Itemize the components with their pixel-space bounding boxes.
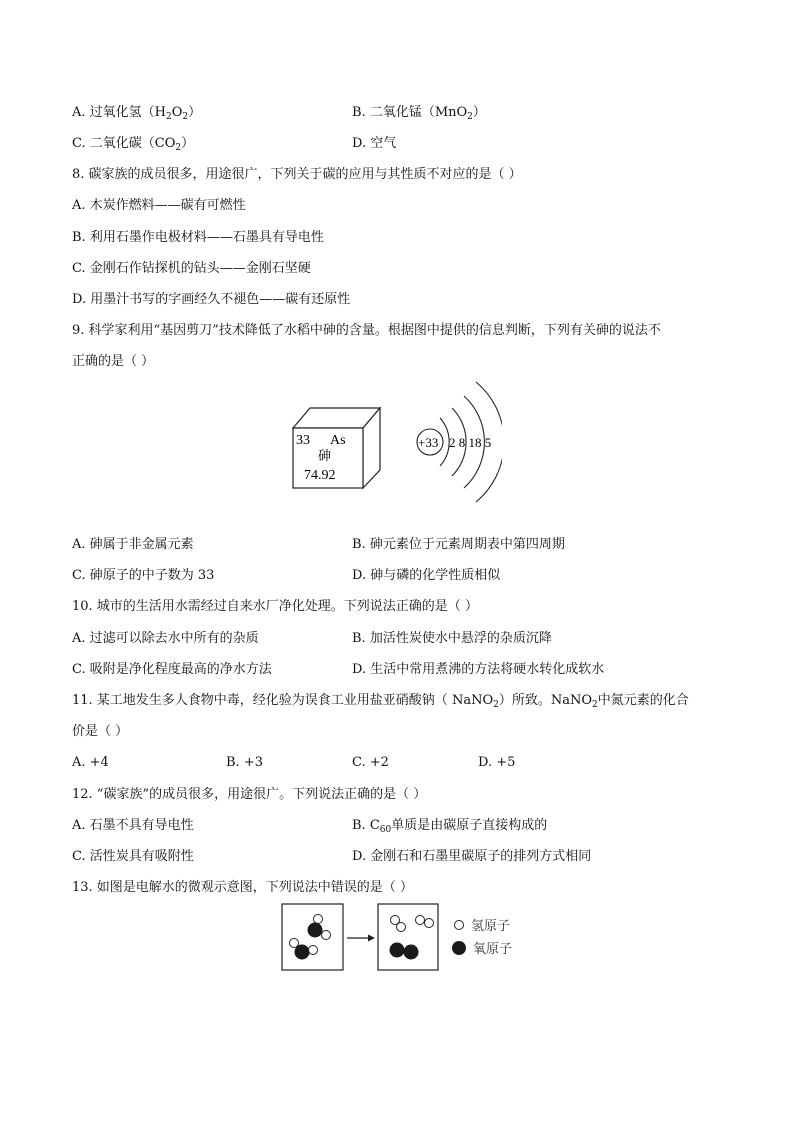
q12-option-d: D. 金刚石和石墨里碳原子的排列方式相同 — [352, 849, 592, 864]
q8-stem: 8. 碳家族的成员很多，用途很广，下列关于碳的应用与其性质不对应的是（ ） — [72, 167, 522, 182]
q9-option-c: C. 砷原子的中子数为 33 — [72, 568, 215, 583]
hydrogen-atom — [309, 946, 318, 955]
q10-option-b: B. 加活性炭使水中悬浮的杂质沉降 — [352, 631, 552, 646]
oxygen-atom — [308, 923, 323, 938]
element-symbol: As — [330, 433, 346, 448]
hydrogen-atom — [416, 916, 425, 925]
electron-shells: 2 8 18 5 — [449, 435, 492, 450]
q12-option-a: A. 石墨不具有导电性 — [72, 818, 194, 833]
q7-option-b: B. 二氧化锰（MnO$_2$） — [352, 105, 486, 122]
oxygen-atom — [404, 945, 419, 960]
q12-stem: 12. “碳家族”的成员很多，用途很广。下列说法正确的是（ ） — [72, 787, 427, 802]
element-number: 33 — [296, 433, 310, 448]
q8-option-c: C. 金刚石作钻探机的钻头——金刚石坚硬 — [72, 261, 311, 276]
q12-option-c: C. 活性炭具有吸附性 — [72, 849, 194, 864]
q9-option-a: A. 砷属于非金属元素 — [72, 537, 194, 552]
hydrogen-atom — [425, 919, 434, 928]
legend-oxygen — [451, 938, 512, 957]
q9-option-d: D. 砷与磷的化学性质相似 — [352, 568, 501, 583]
hydrogen-atom — [322, 931, 331, 940]
hydrogen-atom — [314, 915, 323, 924]
q8-option-a: A. 木炭作燃料——碳有可燃性 — [72, 198, 246, 213]
q11-stem-line1: 11. 某工地发生多人食物中毒，经化验为误食工业用盐亚硝酸钠（ NaNO$_2$）所致。NaNO$_2$中氮元素的化合 — [72, 693, 689, 710]
nucleus-charge: +33 — [418, 435, 439, 450]
legend-oxygen-label: 氧原子 — [473, 942, 513, 957]
q10-option-d: D. 生活中常用煮沸的方法将硬水转化成软水 — [352, 662, 605, 677]
q9-option-b: B. 砷元素位于元素周期表中第四周期 — [352, 537, 565, 552]
element-mass: 74.92 — [304, 468, 336, 483]
hydrogen-legend-icon — [453, 919, 465, 931]
q13-stem: 13. 如图是电解水的微观示意图，下列说法中错误的是（ ） — [72, 880, 413, 895]
q12-option-b: B. $C_{60}$单质是由碳原子直接构成的 — [352, 818, 548, 835]
q10-option-c: C. 吸附是净化程度最高的净水方法 — [72, 662, 272, 677]
oxygen-atom — [295, 945, 310, 960]
electrolysis-diagram — [280, 902, 440, 974]
atom-structure-diagram — [412, 376, 502, 504]
q9-stem-line2: 正确的是（ ） — [72, 354, 155, 369]
legend-hydrogen — [453, 915, 510, 934]
q11-option-d: D. +5 — [478, 755, 516, 770]
hydrogen-atom — [290, 939, 299, 948]
q11-stem-line2: 价是（ ） — [72, 724, 129, 739]
q8-option-d: D. 用墨汁书写的字画经久不褪色——碳有还原性 — [72, 292, 351, 307]
legend-hydrogen-label: 氢原子 — [471, 919, 511, 934]
q11-option-b: B. +3 — [226, 755, 263, 770]
q7-option-c: C. 二氧化碳$(CO_2)$ — [72, 136, 195, 153]
q9-stem-line1: 9. 科学家利用“基因剪刀”技术降低了水稻中砷的含量。根据图中提供的信息判断，下列有关砷的说法不 — [72, 323, 661, 338]
q8-option-b: B. 利用石墨作电极材料——石墨具有导电性 — [72, 230, 324, 245]
q11-option-a: A. +4 — [72, 755, 109, 770]
product-box — [378, 904, 438, 970]
oxygen-atom — [390, 943, 405, 958]
q10-stem: 10. 城市的生活用水需经过自来水厂净化处理。下列说法正确的是（ ） — [72, 599, 478, 614]
element-name: 砷 — [318, 449, 332, 464]
hydrogen-atom — [397, 923, 406, 932]
oxygen-legend-icon — [451, 940, 467, 956]
q10-option-a: A. 过滤可以除去水中所有的杂质 — [72, 631, 259, 646]
q7-option-d: D. 空气 — [352, 136, 397, 151]
element-card — [290, 404, 386, 490]
q11-option-c: C. +2 — [352, 755, 389, 770]
q7-option-a: A. 过氧化氢$(H_2O_2)$ — [72, 105, 202, 122]
